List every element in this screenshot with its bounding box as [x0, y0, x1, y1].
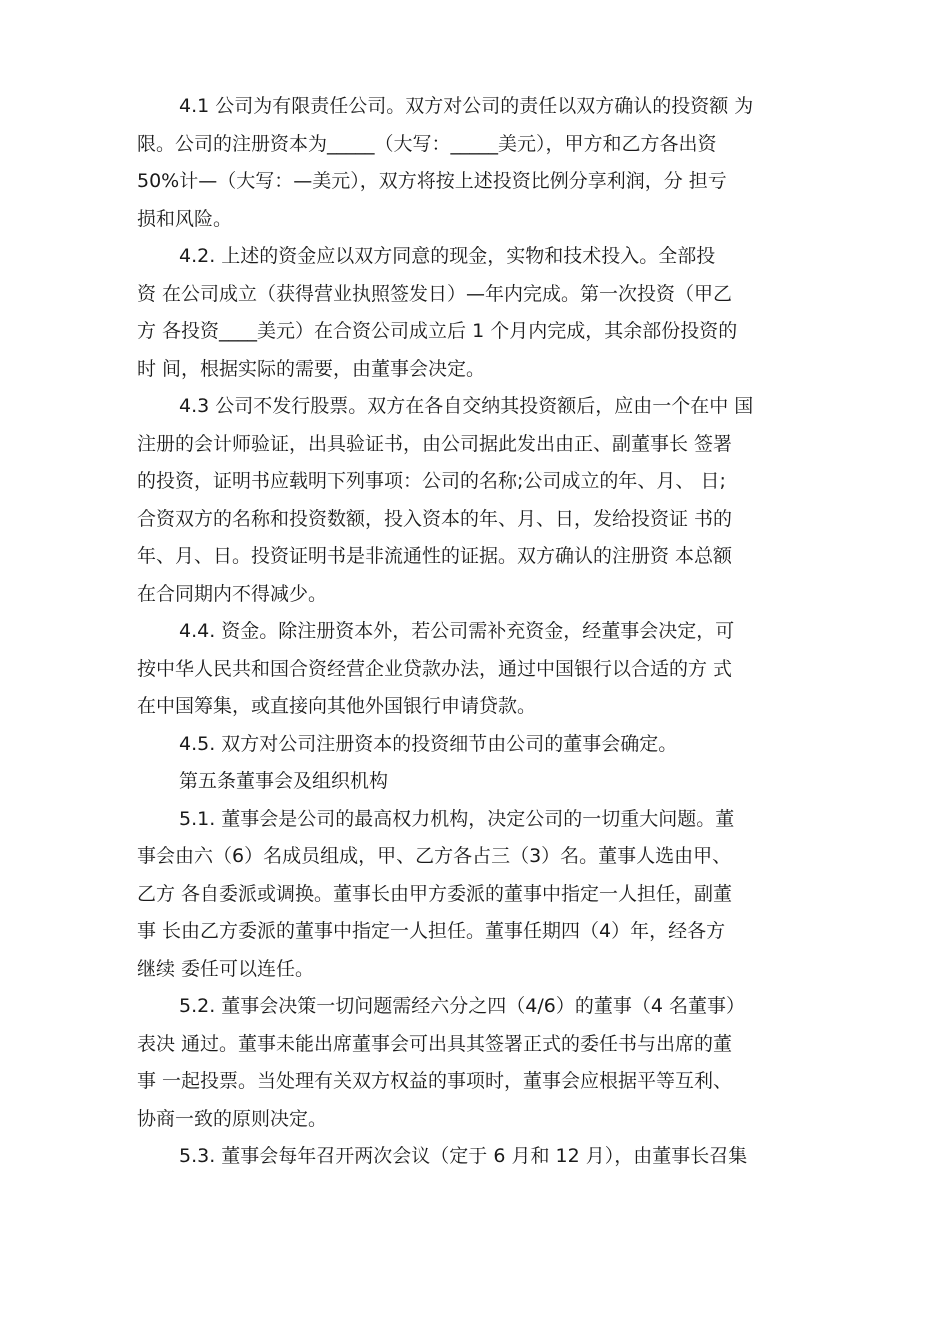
text-line: 事 一起投票。当处理有关双方权益的事项时，董事会应根据平等互利、 — [137, 1070, 733, 1092]
text-line: 资 在公司成立（获得营业执照签发日）—年内完成。第一次投资（甲乙 — [137, 282, 733, 305]
text-line: 的投资，证明书应载明下列事项：公司的名称;公司成立的年、月、 日; — [137, 470, 726, 492]
paragraph-5-3 — [137, 1138, 823, 1176]
text-line: 按中华人民共和国合资经营企业贷款办法，通过中国银行以合适的方 式 — [137, 657, 733, 680]
paragraph-5-1 — [137, 801, 823, 989]
document-body — [137, 88, 823, 1176]
text-line: 时 间，根据实际的需要，由董事会决定。 — [137, 357, 486, 380]
text-line: 5.1. 董事会是公司的最高权力机构，决定公司的一切重大问题。董 — [179, 807, 735, 830]
text-line: 乙方 各自委派或调换。董事长由甲方委派的董事中指定一人担任，副董 — [137, 882, 733, 905]
text-line: 方 各投资____美元）在合资公司成立后 1 个月内完成，其余部份投资的 — [137, 320, 738, 342]
text-line: 协商一致的原则决定。 — [137, 1107, 328, 1130]
text-line: 在中国筹集，或直接向其他外国银行申请贷款。 — [137, 695, 537, 717]
paragraph-5-2 — [137, 988, 823, 1138]
text-line: 合资双方的名称和投资数额，投入资本的年、月、日，发给投资证 书的 — [137, 507, 733, 530]
text-line: 注册的会计师验证，出具验证书，由公司据此发出由正、副董事长 签署 — [137, 432, 733, 455]
paragraph-4-5 — [137, 726, 823, 764]
text-line: 继续 委任可以连任。 — [137, 957, 315, 980]
text-line: 4.3 公司不发行股票。双方在各自交纳其投资额后，应由一个在中 国 — [179, 395, 754, 417]
text-line: 表决 通过。董事未能出席董事会可出具其签署正式的委任书与出席的董 — [137, 1032, 733, 1055]
text-line: 损和风险。 — [137, 207, 233, 230]
text-line: 年、月、日。投资证明书是非流通性的证据。双方确认的注册资 本总额 — [137, 545, 733, 567]
text-line: 5.3. 董事会每年召开两次会议（定于 6 月和 12 月），由董事长召集 — [179, 1145, 748, 1167]
paragraph-4-4 — [137, 613, 823, 726]
text-line: 限。公司的注册资本为_____（大写：_____美元），甲方和乙方各出资 — [137, 132, 717, 155]
text-line: 在合同期内不得减少。 — [137, 582, 328, 605]
text-line: 50%计—（大写：—美元），双方将按上述投资比例分享利润，分 担亏 — [137, 170, 727, 192]
text-line: 事 长由乙方委派的董事中指定一人担任。董事任期四（4）年，经各方 — [137, 920, 726, 942]
text-line: 5.2. 董事会决策一切问题需经六分之四（4/6）的董事（4 名董事） — [179, 995, 746, 1017]
text-line: 4.4. 资金。除注册资本外，若公司需补充资金，经董事会决定，可 — [179, 620, 735, 642]
paragraph-4-3 — [137, 388, 823, 613]
section-heading-5 — [137, 763, 823, 801]
text-line: 4.5. 双方对公司注册资本的投资细节由公司的董事会确定。 — [179, 732, 678, 755]
text-line: 事会由六（6）名成员组成，甲、乙方各占三（3）名。董事人选由甲、 — [137, 845, 732, 867]
paragraph-4-1 — [137, 88, 823, 238]
paragraph-4-2 — [137, 238, 823, 388]
text-line: 4.1 公司为有限责任公司。双方对公司的责任以双方确认的投资额 为 — [179, 95, 754, 117]
text-line: 4.2. 上述的资金应以双方同意的现金，实物和技术投入。全部投 — [179, 245, 716, 267]
section-heading-text: 第五条董事会及组织机构 — [179, 770, 389, 792]
